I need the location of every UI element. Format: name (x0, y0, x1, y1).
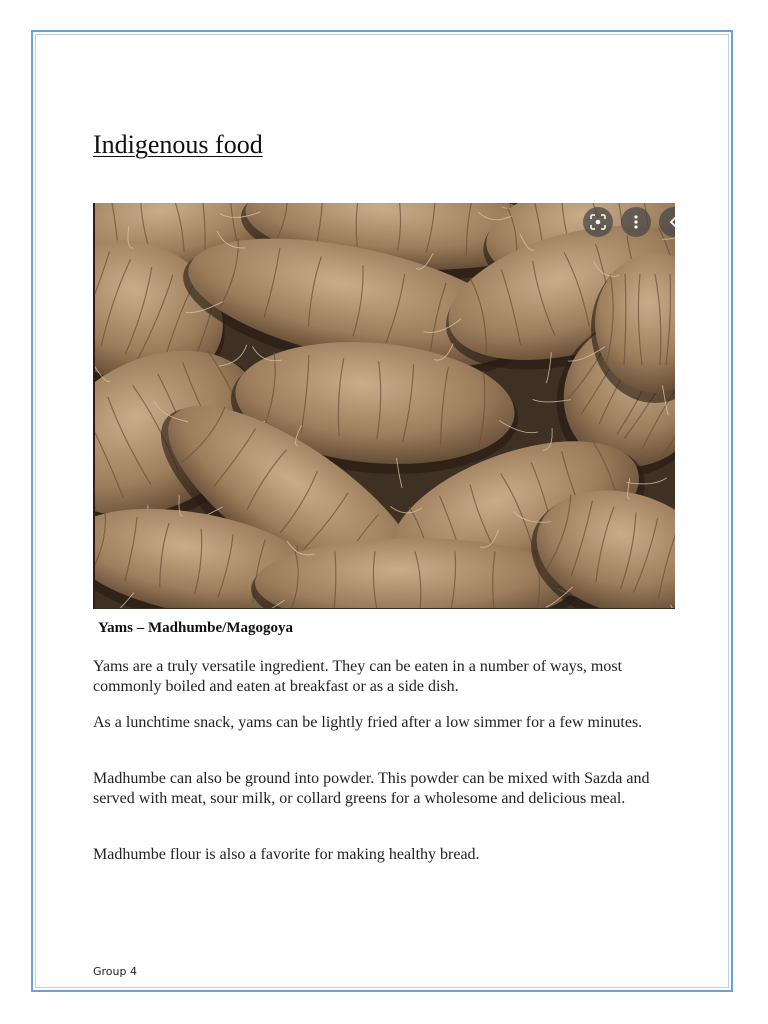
page-footer: Group 4 (93, 965, 137, 978)
yams-photo (93, 203, 675, 609)
yams-illustration (95, 203, 675, 609)
page-title: Indigenous food (93, 130, 263, 159)
more-vertical-icon (628, 214, 644, 230)
more-options-button[interactable] (621, 207, 651, 237)
paragraph-snack: As a lunchtime snack, yams can be lightly fried after a low simmer for a few minutes. (93, 714, 643, 731)
chevron-left-icon (666, 214, 675, 230)
lens-icon (590, 214, 606, 230)
image-overlay-controls (583, 207, 675, 237)
image-caption: Yams – Madhumbe/Magogoya (98, 620, 294, 636)
paragraph-powder: Madhumbe can also be ground into powder. This powder can be mixed with Sazda and served with meat, sour milk, or collard greens for a wholesome and delicious meal. (93, 770, 650, 807)
visual-search-button[interactable] (583, 207, 613, 237)
paragraph-flour: Madhumbe flour is also a favorite for making healthy bread. (93, 846, 480, 863)
collapse-button[interactable] (659, 207, 675, 237)
paragraph-uses: Yams are a truly versatile ingredient. They can be eaten in a number of ways, most commonly boiled and eaten at breakfast or as a side dish. (93, 658, 623, 695)
